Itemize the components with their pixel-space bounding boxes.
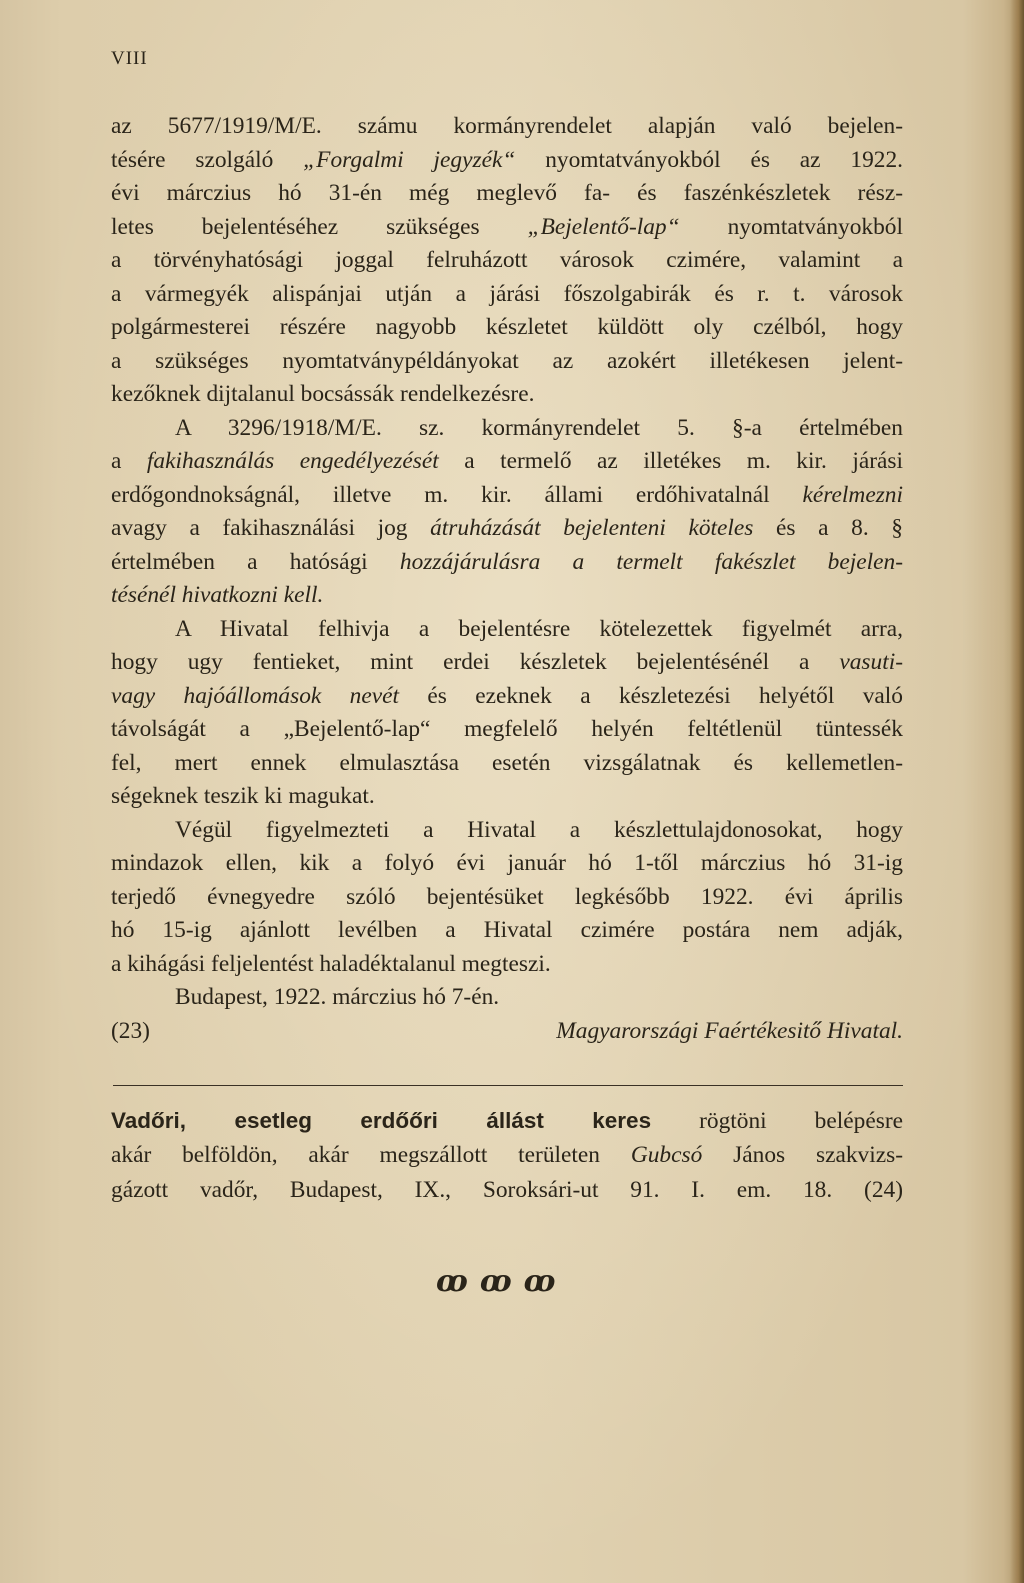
separator-rule xyxy=(113,1085,903,1086)
notice-line xyxy=(111,680,903,714)
text-run: és ezeknek a készletezési helyétől való xyxy=(398,682,903,709)
bold-heading: Vadőri, esetleg erdőőri állást keres xyxy=(111,1108,652,1133)
italic-phrase: átruházását bejelenteni köteles xyxy=(430,515,754,541)
italic-phrase: vagy hajóállomások nevét xyxy=(111,682,399,709)
fleuron-icon: ꝏ xyxy=(436,1264,468,1299)
text-run: a termelő az illetékes m. kir. járási xyxy=(438,448,903,474)
notice-line xyxy=(111,579,903,613)
text-run: letes bejelentéséhez szükséges xyxy=(111,213,528,240)
notice-line xyxy=(111,847,903,881)
notice-line xyxy=(111,646,903,680)
text-run: értelmében a hatósági xyxy=(111,548,400,575)
notice-line xyxy=(111,948,903,982)
notice-line xyxy=(111,814,903,848)
notice-line xyxy=(111,278,903,312)
text-run: az 5677/1919/M/E. számu kormányrendelet alapján való bejelen- xyxy=(111,113,903,139)
italic-phrase: fakihasználás engedélyezését xyxy=(146,448,439,474)
notice-line xyxy=(111,780,903,814)
notice-text xyxy=(111,110,903,1048)
notice-line xyxy=(111,981,903,1015)
text-run: terjedő évnegyedre szóló bejentésüket legkésőbb 1922. évi április xyxy=(111,883,903,910)
notice-line xyxy=(111,412,903,446)
text-run: évi márczius hó 31-én még meglevő fa- és faszénkészletek rész- xyxy=(111,180,903,206)
advert-line xyxy=(111,1173,903,1208)
advert-line xyxy=(111,1103,903,1138)
text-run: mindazok ellen, kik a folyó évi január hó 1-től márczius hó 31-ig xyxy=(111,850,903,876)
ornament-glyphs xyxy=(436,1264,586,1304)
text-run: a törvényhatósági joggal felruházott városok czimére, valamint a xyxy=(111,247,903,273)
notice-line xyxy=(111,177,903,211)
text-run: ségeknek teszik ki magukat. xyxy=(111,783,375,809)
page-edge-shadow xyxy=(1010,0,1024,1583)
signature-line xyxy=(111,1015,903,1049)
text-run: A Hivatal felhivja a bejelentésre kötelezettek figyelmét arra, xyxy=(175,615,903,642)
text-run: távolságát a „Bejelentő-lap“ megfelelő helyén feltétlenül tüntessék xyxy=(111,716,903,742)
notice-line xyxy=(111,244,903,278)
text-run: a kihágási feljelentést haladéktalanul megteszi. xyxy=(111,950,551,977)
text-run: kezőknek dijtalanul bocsássák rendelkezésre. xyxy=(111,381,535,407)
notice-line xyxy=(111,546,903,580)
text-run: avagy a fakihasználási jog xyxy=(111,515,431,541)
notice-line xyxy=(111,144,903,178)
notice-line xyxy=(111,881,903,915)
text-run: a szükséges nyomtatványpéldányokat az azokért illetékesen jelent- xyxy=(111,347,903,374)
text-run: és a 8. § xyxy=(753,515,903,541)
text-run: nyomtatványokból xyxy=(679,213,903,240)
notice-line xyxy=(111,345,903,379)
notice-line xyxy=(111,445,903,479)
notice-line xyxy=(111,713,903,747)
page-number: VIII xyxy=(111,48,148,69)
fleuron-icon: ꝏ xyxy=(523,1264,556,1299)
italic-phrase: tésénél hivatkozni kell. xyxy=(111,582,324,608)
notice-line xyxy=(111,311,903,345)
notice-line xyxy=(111,512,903,546)
notice-line xyxy=(111,211,903,245)
text-run: erdőgondnokságnál, illetve m. kir. állami erdőhivatalnál xyxy=(111,481,803,508)
text-run: János szakvizs- xyxy=(702,1142,903,1168)
text-run: akár belföldön, akár megszállott területen xyxy=(111,1142,631,1168)
notice-line xyxy=(111,914,903,948)
notice-line xyxy=(111,613,903,647)
text-run: tésére szolgáló xyxy=(111,146,304,173)
text-run: Budapest, 1922. márczius hó 7-én. xyxy=(175,984,500,1010)
text-run: hó 15-ig ajánlott levélben a Hivatal czimére postára nem adják, xyxy=(111,917,903,943)
notice-line xyxy=(111,479,903,513)
italic-phrase: vasuti- xyxy=(839,649,903,675)
italic-phrase: Gubcsó xyxy=(630,1142,703,1168)
issuer-signature: Magyarországi Faértékesitő Hivatal. xyxy=(556,1017,903,1044)
text-run: a xyxy=(111,448,147,474)
advertisement-text xyxy=(111,1103,903,1208)
italic-phrase: „Bejelentő-lap“ xyxy=(527,213,680,240)
italic-phrase: hozzájárulásra a termelt fakészlet bejelen- xyxy=(399,548,903,575)
italic-phrase: kérelmezni xyxy=(802,481,903,508)
text-run: Végül figyelmezteti a Hivatal a készlettulajdonosokat, hogy xyxy=(175,816,903,843)
advert-line xyxy=(111,1138,903,1173)
text-run: rögtöni belépésre xyxy=(651,1108,903,1134)
fleuron-icon: ꝏ xyxy=(479,1264,512,1299)
text-run: hogy ugy fentieket, mint erdei készletek bejelentésénél a xyxy=(111,649,840,675)
text-run: nyomtatványokból és az 1922. xyxy=(515,146,903,173)
text-run: gázott vadőr, Budapest, IX., Soroksári-ut 91. I. em. 18. (24) xyxy=(111,1177,903,1203)
notice-line xyxy=(111,747,903,781)
text-run: a vármegyék alispánjai utján a járási főszolgabirák és r. t. városok xyxy=(111,280,903,307)
notice-line xyxy=(111,378,903,412)
italic-phrase: „Forgalmi jegyzék“ xyxy=(303,146,516,173)
text-run: fel, mert ennek elmulasztása esetén vizsgálatnak és kellemetlen- xyxy=(111,749,903,776)
text-run: polgármesterei részére nagyobb készletet küldött oly czélból, hogy xyxy=(111,314,903,340)
text-run: A 3296/1918/M/E. sz. kormányrendelet 5. §-a értelmében xyxy=(175,414,903,441)
notice-line xyxy=(111,110,903,144)
notice-number: (23) xyxy=(111,1017,150,1044)
